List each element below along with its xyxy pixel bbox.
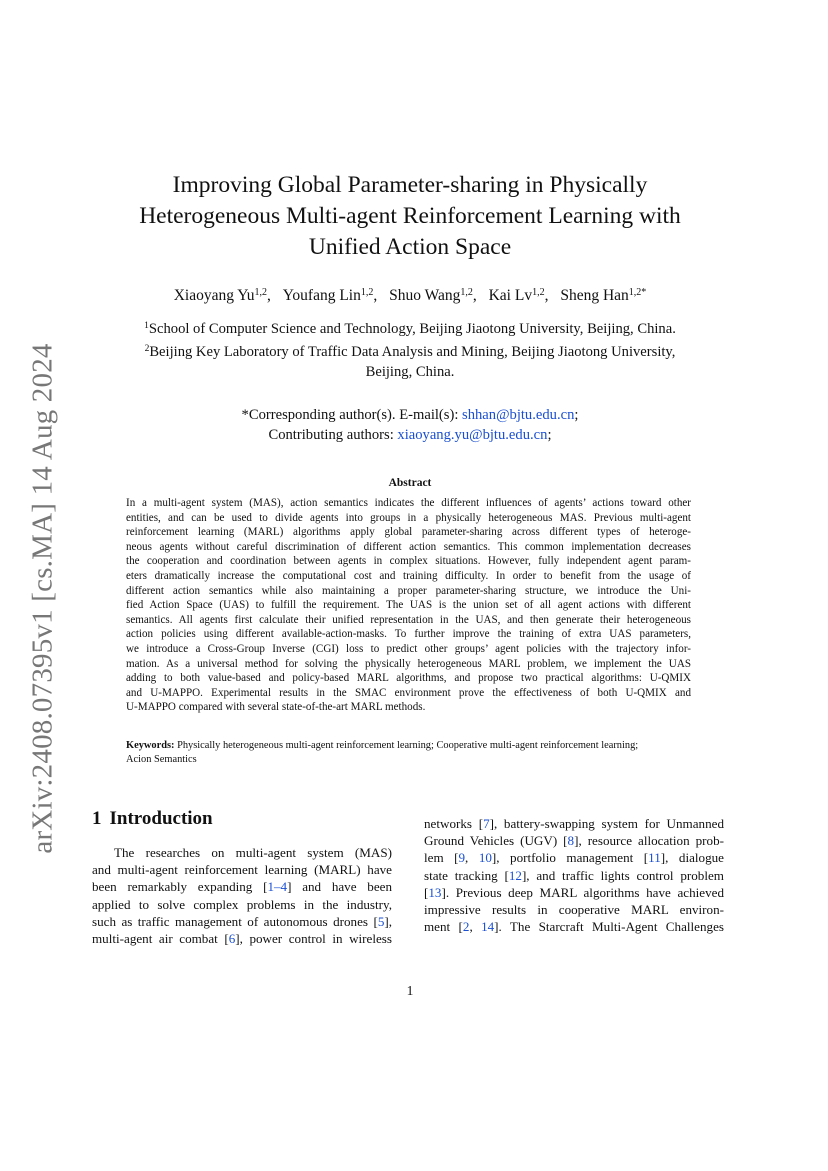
- affiliations: [100, 316, 720, 382]
- body-line: [92, 844, 392, 861]
- body-text: ,: [465, 850, 479, 866]
- keywords-label: Keywords:: [126, 740, 175, 751]
- contributing-authors-line: [100, 425, 720, 445]
- abstract-line: action policies using different available-action-masks. To further improve the training of extra UAS parameters,: [126, 628, 691, 641]
- affiliation-2-continued: Beijing, China.: [365, 364, 455, 380]
- affiliation-mark: 2: [144, 344, 150, 354]
- abstract-line: we introduce a Cross-Group Inverse (CGI) loss to predict other groups’ agent policies with the trajectory infor-: [126, 642, 691, 655]
- abstract-line: the cooperation and coordination between agents in complex situations. However, fully independent agent param-: [126, 555, 691, 568]
- author-list: [100, 287, 720, 305]
- page-number: 1: [406, 983, 414, 998]
- citation-link[interactable]: 8: [567, 833, 575, 849]
- body-line: [424, 918, 724, 935]
- body-line: [92, 878, 392, 895]
- abstract-body: [126, 496, 691, 715]
- contributing-email-link[interactable]: xiaoyang.yu@bjtu.edu.cn: [397, 427, 548, 443]
- keywords-line: Acion Semantics: [126, 754, 197, 765]
- affiliation-text: School of Computer Science and Technology, Beijing Jiaotong University, Beijing, China.: [148, 321, 676, 337]
- abstract-line: fied Action Space (UAS) to fulfill the requirement. The UAS is the union set of all agent actions with different: [126, 599, 691, 612]
- citation-link[interactable]: 13: [428, 884, 442, 900]
- body-text: ,: [469, 919, 482, 935]
- body-text: been remarkably expanding [: [92, 879, 268, 895]
- paper-title: [100, 170, 720, 263]
- correspondence: [100, 405, 720, 445]
- corresponding-email-link[interactable]: shhan@bjtu.edu.cn: [462, 407, 575, 423]
- citation-link[interactable]: 1–4: [267, 879, 288, 895]
- body-line: [424, 901, 724, 918]
- affiliation-2: [100, 339, 720, 362]
- abstract-line: eters dramatically increase the computational cost and training difficulty. In order to benefit from the usage of: [126, 569, 691, 582]
- author-name: Xiaoyang Yu: [173, 287, 255, 304]
- body-line: [92, 896, 392, 913]
- author-name: Shuo Wang: [389, 287, 461, 304]
- citation-link[interactable]: 10: [478, 850, 492, 866]
- abstract-line: entities, and can be used to divide agents into groups in a physically heterogeneous MAS. Previous multi-agent: [126, 511, 691, 524]
- affiliation-mark: 1: [144, 321, 149, 331]
- abstract-line: and U-MAPPO. Experimental results in the SMAC environment prove the effectiveness of both U-QMIX and: [126, 686, 691, 699]
- body-text: The researches on multi-agent system (MAS): [114, 845, 392, 860]
- body-text: ]. The Starcraft Multi-Agent Challenges: [494, 919, 724, 935]
- body-line: [92, 861, 392, 878]
- body-text: and multi-agent reinforcement learning (MARL) have: [92, 862, 392, 878]
- body-text: impressive results in cooperative MARL environ-: [424, 902, 724, 918]
- abstract-line: different action semantics while also maintaining a proper parameter-sharing structure, we introduce the Uni-: [126, 584, 691, 597]
- body-text: applied to solve complex problems in the industry,: [92, 896, 392, 912]
- abstract-line: semantics. All agents first calculate their unified representation in the UAS, and then generate their heterogeneous: [126, 613, 691, 626]
- body-line: [424, 867, 724, 884]
- body-text: ], and traffic lights control problem: [521, 867, 724, 883]
- corresponding-label: *Corresponding author(s). E-mail(s):: [241, 407, 463, 423]
- author-affiliation-mark: 1,2: [360, 287, 374, 298]
- section-number: 1: [92, 808, 102, 829]
- abstract-line: In a multi-agent system (MAS), action semantics indicates the different influences of agents’ actions toward other: [126, 497, 691, 509]
- body-text: ], power control in wireless: [235, 931, 392, 947]
- author: Xiaoyang Yu$^{1,2}$,: [173, 287, 271, 304]
- body-text: ], resource allocation prob-: [574, 833, 724, 849]
- abstract-line: U-MAPPO compared with several state-of-the-art MARL methods.: [126, 701, 426, 714]
- body-text: lem [: [424, 850, 459, 866]
- contributing-label: Contributing authors:: [268, 427, 398, 443]
- body-text: state tracking [: [424, 867, 509, 883]
- keywords: [126, 739, 691, 767]
- punctuation: ;: [574, 407, 579, 423]
- body-line: [424, 815, 724, 832]
- body-text: ],: [384, 913, 392, 929]
- body-text: ], battery-swapping system for Unmanned: [489, 816, 724, 831]
- body-line: [424, 884, 724, 901]
- body-text: such as traffic management of autonomous drones [: [92, 913, 378, 929]
- abstract-line: mation. As a universal method for solving the physically heterogeneous MARL problem, we implement the UAS: [126, 657, 691, 670]
- citation-link[interactable]: 14: [481, 919, 495, 935]
- arxiv-identifier-text: arXiv:2408.07395v1 [cs.MA] 14 Aug 2024: [26, 342, 59, 854]
- section-heading: [92, 808, 213, 830]
- abstract-line: reinforcement learning (MARL) algorithms apply global parameter-sharing across different types of heteroge-: [126, 526, 691, 539]
- author-affiliation-mark: 1,2: [532, 287, 545, 298]
- author-name: Kai Lv: [488, 287, 533, 304]
- citation-link[interactable]: 2: [462, 919, 470, 935]
- body-text: ], portfolio management [: [491, 850, 649, 866]
- affiliation-text: Beijing Key Laboratory of Traffic Data Analysis and Mining, Beijing Jiaotong University,: [149, 344, 676, 360]
- keywords-text: Physically heterogeneous multi-agent reinforcement learning; Cooperative multi-agent reinforcement learning;: [174, 740, 639, 751]
- body-text: ]. Previous deep MARL algorithms have achieved: [441, 884, 724, 900]
- body-text: ], dialogue: [660, 850, 724, 866]
- citation-link[interactable]: 7: [483, 816, 490, 831]
- body-line: [92, 913, 392, 930]
- body-line: [424, 849, 724, 866]
- author-affiliation-mark: 1,2*: [628, 287, 647, 298]
- corresponding-author-line: [100, 405, 720, 425]
- keywords-line: [126, 739, 691, 753]
- section-title: Introduction: [109, 808, 213, 829]
- body-column-left: [92, 844, 392, 947]
- citation-link[interactable]: 9: [458, 850, 466, 866]
- punctuation: ;: [547, 427, 552, 443]
- title-line: Unified Action Space: [308, 234, 512, 260]
- citation-link[interactable]: 11: [648, 850, 661, 866]
- author: Youfang Lin$^{1,2}$,: [282, 287, 378, 304]
- author-name: Sheng Han: [560, 287, 629, 304]
- body-column-right: [424, 815, 724, 935]
- citation-link[interactable]: 6: [228, 931, 236, 947]
- body-text: ] and have been: [287, 879, 392, 895]
- title-line: Improving Global Parameter-sharing in Physically: [172, 172, 648, 198]
- author: Shuo Wang$^{1,2}$,: [389, 287, 477, 304]
- body-text: ment [: [424, 919, 463, 935]
- author: Kai Lv$^{1,2}$,: [488, 287, 549, 304]
- citation-link[interactable]: 12: [508, 867, 522, 883]
- body-text: multi-agent air combat [: [92, 931, 229, 947]
- arxiv-identifier: [22, 342, 64, 854]
- author: [560, 287, 646, 304]
- citation-link[interactable]: 5: [377, 913, 385, 929]
- abstract-heading: Abstract: [388, 477, 432, 489]
- body-line: [92, 930, 392, 947]
- body-text: [: [424, 884, 429, 900]
- author-affiliation-mark: 1,2: [254, 287, 268, 298]
- body-line: [424, 832, 724, 849]
- author-affiliation-mark: 1,2: [460, 287, 473, 298]
- body-text: Ground Vehicles (UGV) [: [424, 833, 568, 849]
- affiliation-1: [100, 316, 720, 339]
- body-text: networks [: [424, 816, 484, 831]
- author-name: Youfang Lin: [282, 287, 361, 304]
- abstract-line: neous agents without careful discrimination of different action semantics. This common implementation decreases: [126, 540, 691, 553]
- title-line: Heterogeneous Multi-agent Reinforcement Learning with: [139, 203, 681, 229]
- abstract-line: adding to both value-based and policy-based MARL algorithms, and propose two practical algorithms: U-QMIX: [126, 672, 691, 685]
